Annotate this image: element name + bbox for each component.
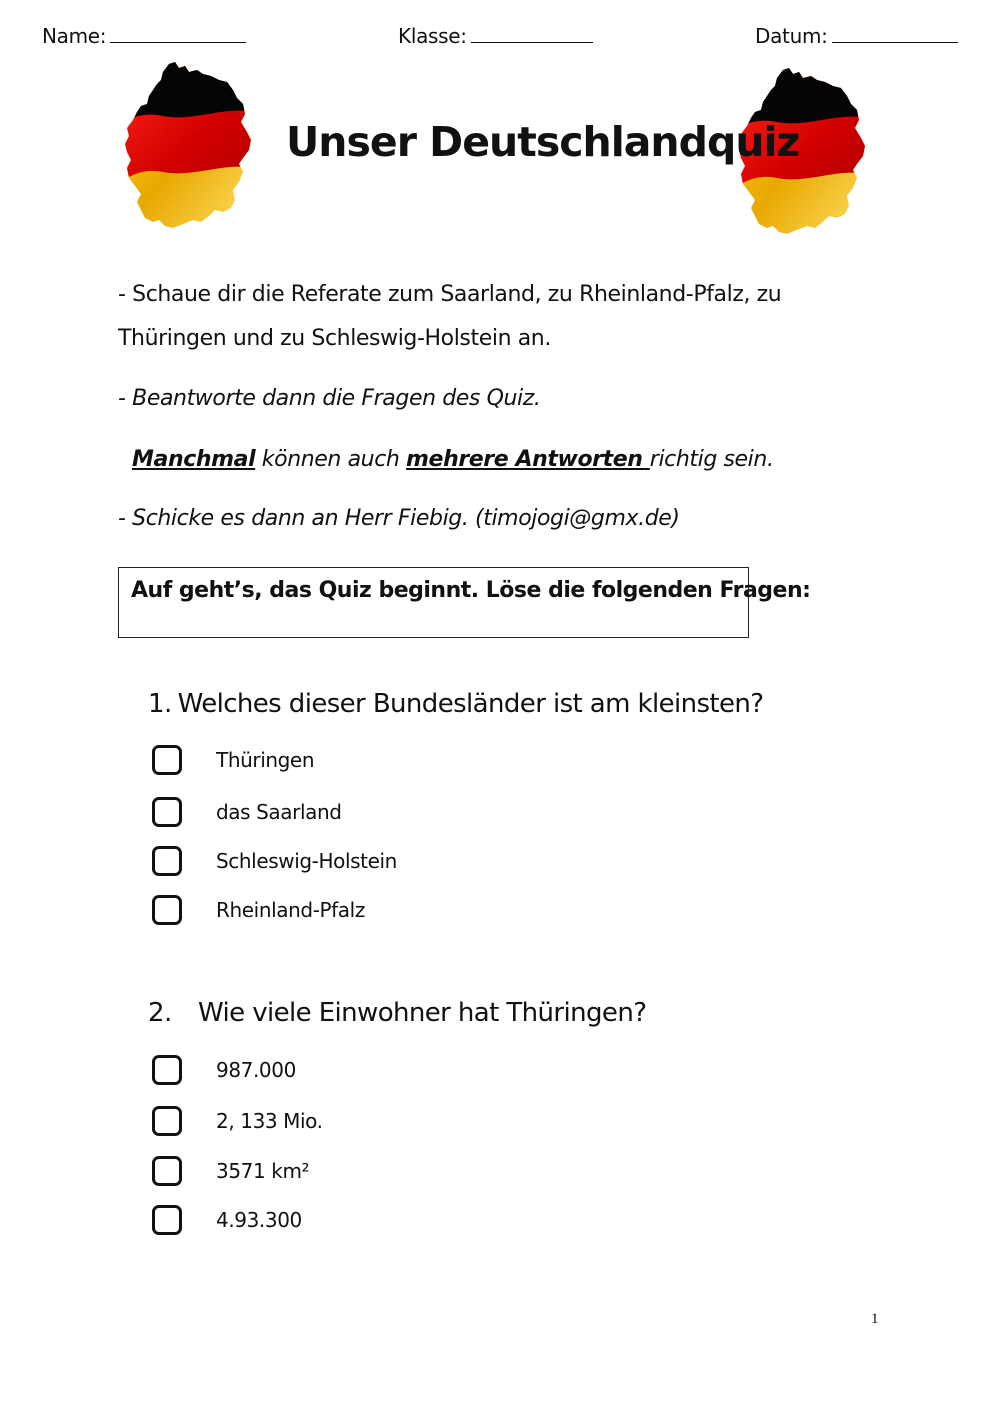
question-2-text: Wie viele Einwohner hat Thüringen?	[198, 998, 647, 1028]
question-2	[148, 998, 646, 1028]
name-label: Name:	[42, 24, 107, 48]
option-label: das Saarland	[216, 800, 342, 824]
instruction-line-3-text-a: können auch	[255, 447, 407, 472]
page-number: 1	[871, 1311, 879, 1327]
checkbox[interactable]	[152, 846, 182, 876]
emphasis-manchmal: Manchmal	[132, 447, 256, 472]
checkbox[interactable]	[152, 1205, 182, 1235]
option-label: 3571 km²	[216, 1159, 310, 1183]
question-2-number: 2.	[148, 998, 172, 1028]
date-blank-line[interactable]	[832, 24, 958, 43]
instruction-line-4: - Schicke es dann an Herr Fiebig. (timojogi@gmx.de)	[118, 506, 680, 531]
option-label: Rheinland-Pfalz	[216, 898, 365, 922]
instruction-line-2: - Beantworte dann die Fragen des Quiz.	[118, 386, 541, 411]
emphasis-mehrere-antworten: mehrere Antworten	[406, 447, 650, 472]
class-label: Klasse:	[398, 24, 467, 48]
checkbox[interactable]	[152, 1055, 182, 1085]
date-field[interactable]	[755, 24, 958, 48]
name-blank-line[interactable]	[110, 24, 246, 43]
question-1	[148, 689, 764, 719]
question-1-number: 1.	[148, 689, 172, 719]
checkbox[interactable]	[152, 797, 182, 827]
germany-flag-map-left	[123, 60, 255, 232]
quiz-start-text: Auf geht’s, das Quiz beginnt. Löse die folgenden Fragen:	[131, 578, 811, 603]
checkbox[interactable]	[152, 895, 182, 925]
option-label: Schleswig-Holstein	[216, 849, 397, 873]
question-1-text: Welches dieser Bundesländer ist am kleinsten?	[177, 689, 764, 719]
page-title: Unser Deutschlandquiz	[286, 118, 800, 166]
option-label: 4.93.300	[216, 1208, 302, 1232]
option-label: Thüringen	[216, 748, 315, 772]
instruction-line-1b: Thüringen und zu Schleswig-Holstein an.	[118, 326, 551, 351]
instruction-line-1a: - Schaue dir die Referate zum Saarland, zu Rheinland-Pfalz, zu	[118, 282, 782, 307]
instruction-line-3	[132, 447, 774, 472]
checkbox[interactable]	[152, 745, 182, 775]
quiz-start-box	[118, 567, 811, 638]
instruction-line-3-text-b: richtig sein.	[649, 447, 774, 472]
checkbox[interactable]	[152, 1106, 182, 1136]
class-blank-line[interactable]	[471, 24, 593, 43]
date-label: Datum:	[755, 24, 828, 48]
name-field[interactable]	[42, 24, 246, 48]
checkbox[interactable]	[152, 1156, 182, 1186]
class-field[interactable]	[398, 24, 593, 48]
option-label: 987.000	[216, 1058, 296, 1082]
option-label: 2, 133 Mio.	[216, 1109, 323, 1133]
